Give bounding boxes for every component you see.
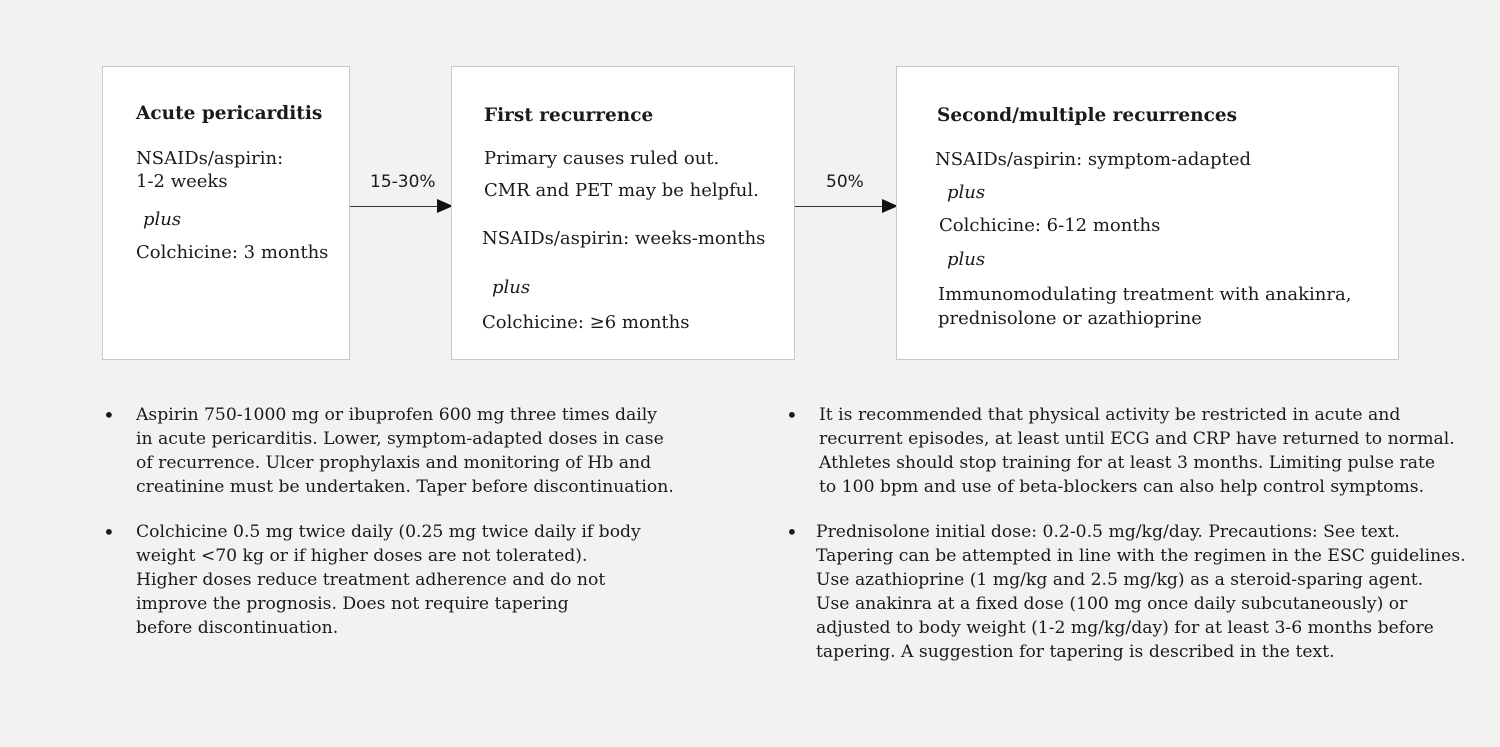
note-line: to 100 bpm and use of beta-blockers can also help control symptoms.: [819, 477, 1425, 497]
note-line: in acute pericarditis. Lower, symptom-adapted doses in case: [136, 429, 664, 449]
box-line: Primary causes ruled out.: [484, 148, 720, 169]
note-line: Tapering can be attempted in line with the regimen in the ESC guidelines.: [816, 546, 1466, 566]
plus-label: plus: [947, 249, 986, 270]
bullet-icon: •: [786, 403, 798, 427]
note-line: weight <70 kg or if higher doses are not tolerated).: [136, 546, 588, 566]
box-line: NSAIDs/aspirin: symptom-adapted: [935, 149, 1252, 170]
note-line: Athletes should stop training for at least 3 months. Limiting pulse rate: [819, 453, 1436, 473]
plus-label: plus: [143, 209, 182, 230]
note-line: of recurrence. Ulcer prophylaxis and monitoring of Hb and: [136, 453, 652, 473]
recurrence-rate-label: 15-30%: [370, 172, 436, 192]
note-line: Aspirin 750-1000 mg or ibuprofen 600 mg three times daily: [136, 405, 657, 425]
note-line: recurrent episodes, at least until ECG and CRP have returned to normal.: [819, 429, 1455, 449]
box-title: Second/multiple recurrences: [937, 105, 1238, 126]
first-recurrence-box: [451, 66, 795, 360]
box-title: Acute pericarditis: [136, 103, 323, 124]
arrow-connector: [795, 206, 896, 207]
plus-label: plus: [492, 277, 531, 298]
note-line: Use anakinra at a fixed dose (100 mg once daily subcutaneously) or: [816, 594, 1408, 614]
note-line: It is recommended that physical activity be restricted in acute and: [819, 405, 1401, 425]
note-line: tapering. A suggestion for tapering is described in the text.: [816, 642, 1335, 662]
multiple-recurrences-box: [896, 66, 1399, 360]
box-line: Colchicine: 6-12 months: [939, 215, 1161, 236]
arrow-connector: [350, 206, 451, 207]
box-line: Colchicine: 3 months: [136, 242, 329, 263]
note-line: creatinine must be undertaken. Taper before discontinuation.: [136, 477, 674, 497]
box-line: Immunomodulating treatment with anakinra,: [938, 284, 1352, 305]
box-line: CMR and PET may be helpful.: [484, 180, 759, 201]
plus-label: plus: [947, 182, 986, 203]
bullet-icon: •: [786, 520, 798, 544]
box-line: NSAIDs/aspirin:: [136, 148, 284, 169]
note-line: Colchicine 0.5 mg twice daily (0.25 mg twice daily if body: [136, 522, 641, 542]
note-line: adjusted to body weight (1-2 mg/kg/day) for at least 3-6 months before: [816, 618, 1434, 638]
box-line: Colchicine: ≥6 months: [482, 312, 690, 333]
note-line: Prednisolone initial dose: 0.2-0.5 mg/kg/day. Precautions: See text.: [816, 522, 1400, 542]
recurrence-rate-label: 50%: [826, 172, 864, 192]
box-line: NSAIDs/aspirin: weeks-months: [482, 228, 766, 249]
box-line: 1-2 weeks: [136, 171, 228, 192]
note-line: Use azathioprine (1 mg/kg and 2.5 mg/kg) as a steroid-sparing agent.: [816, 570, 1424, 590]
note-line: Higher doses reduce treatment adherence and do not: [136, 570, 606, 590]
bullet-icon: •: [103, 520, 115, 544]
note-line: improve the prognosis. Does not require tapering: [136, 594, 569, 614]
box-title: First recurrence: [484, 105, 654, 126]
box-line: prednisolone or azathioprine: [938, 308, 1202, 329]
bullet-icon: •: [103, 403, 115, 427]
note-line: before discontinuation.: [136, 618, 339, 638]
acute-pericarditis-box: [102, 66, 350, 360]
